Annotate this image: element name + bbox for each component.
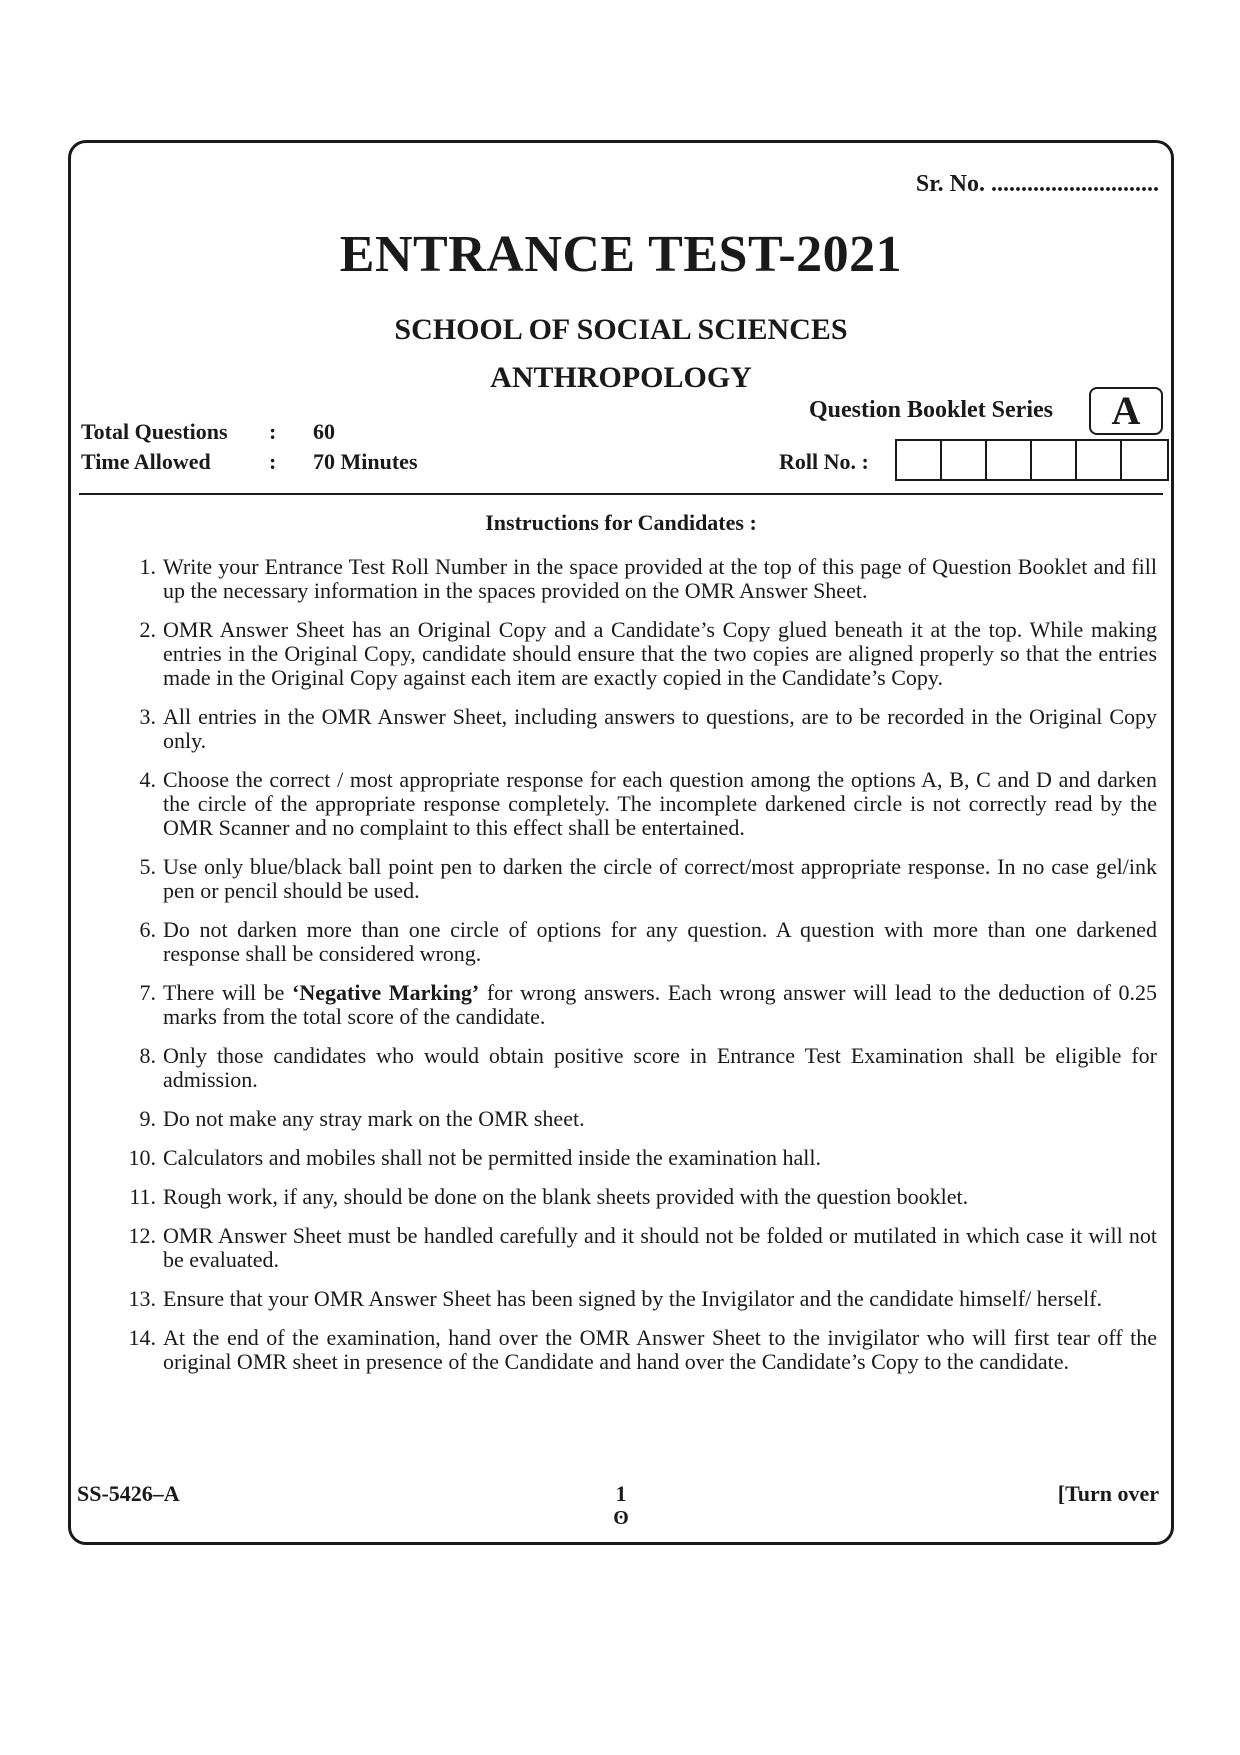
instruction-number: 13. — [128, 1286, 156, 1311]
serial-number: Sr. No. ............................ — [915, 171, 1159, 197]
instruction-number: 5. — [139, 854, 156, 879]
instruction-item — [119, 618, 1157, 690]
time-allowed-value: 70 Minutes — [313, 449, 418, 474]
instruction-text — [163, 555, 1157, 603]
total-questions-label: Total Questions — [81, 419, 228, 444]
instruction-item — [119, 1287, 1157, 1311]
instruction-number: 11. — [129, 1184, 156, 1209]
roll-number-label: Roll No. : — [779, 449, 869, 474]
instruction-text — [163, 1224, 1157, 1272]
colon: : — [269, 419, 277, 444]
instruction-text — [163, 618, 1157, 690]
instruction-text-run: Rough work, if any, should be done on the blank sheets provided with the question booklet. — [163, 1184, 969, 1209]
instruction-number: 1. — [139, 554, 156, 579]
roll-number-cell[interactable] — [1077, 441, 1122, 479]
instruction-item — [119, 1326, 1157, 1374]
instruction-text-run: Do not make any stray mark on the OMR sheet. — [163, 1106, 585, 1131]
instruction-item — [119, 555, 1157, 603]
instruction-text-run: Only those candidates who would obtain positive score in Entrance Test Examination shall be eligible for admission. — [163, 1043, 1157, 1092]
roll-number-boxes[interactable] — [895, 439, 1169, 481]
instruction-number: 6. — [139, 917, 156, 942]
instruction-text-run: Ensure that your OMR Answer Sheet has been signed by the Invigilator and the candidate himself/ herself. — [163, 1286, 1103, 1311]
instruction-number: 10. — [128, 1145, 156, 1170]
instruction-text — [163, 1107, 1157, 1131]
instruction-text-run: for wrong answers. Each wrong answer will lead to the deduction of 0.25 marks from the total score of the candidate. — [163, 980, 1158, 1029]
instruction-item — [119, 1044, 1157, 1092]
instruction-text-run: Choose the correct / most appropriate response for each question among the options A, B, C and D and darken the circle of the appropriate response completely. The incomplete darkened circle is not correctly read by the OMR Scanner and no complaint to this effect shall be entertained. — [163, 767, 1157, 840]
instructions-list — [119, 555, 1157, 1389]
instruction-text — [163, 1287, 1157, 1311]
total-questions-row — [81, 419, 335, 445]
series-label: Question Booklet Series — [809, 397, 1053, 423]
instruction-text — [163, 1146, 1157, 1170]
instruction-text-run: Do not darken more than one circle of options for any question. A question with more than one darkened response shall be considered wrong. — [163, 917, 1157, 966]
instruction-item — [119, 768, 1157, 840]
instruction-item — [119, 918, 1157, 966]
instruction-number: 12. — [128, 1223, 156, 1248]
instruction-text-run: Use only blue/black ball point pen to darken the circle of correct/most appropriate response. In no case gel/ink pen or pencil should be used. — [163, 854, 1157, 903]
instruction-text — [163, 1185, 1157, 1209]
instruction-text — [163, 705, 1157, 753]
school-name: SCHOOL OF SOCIAL SCIENCES — [394, 313, 848, 346]
colon: : — [269, 449, 277, 474]
time-allowed-label: Time Allowed — [81, 449, 211, 474]
instruction-text — [163, 981, 1157, 1029]
instruction-number: 14. — [128, 1325, 156, 1350]
instruction-number: 8. — [139, 1043, 156, 1068]
instruction-text — [163, 1044, 1157, 1092]
instruction-item — [119, 705, 1157, 753]
instruction-item — [119, 1146, 1157, 1170]
instruction-number: 7. — [139, 980, 156, 1005]
instruction-text — [163, 918, 1157, 966]
roll-number-cell[interactable] — [987, 441, 1032, 479]
instruction-text — [163, 1326, 1157, 1374]
total-questions-value: 60 — [313, 419, 335, 444]
roll-number-cell[interactable] — [897, 441, 942, 479]
instruction-item — [119, 981, 1157, 1029]
instruction-number: 9. — [139, 1106, 156, 1131]
instruction-emphasis: ‘Negative Marking’ — [292, 980, 480, 1005]
instruction-item — [119, 855, 1157, 903]
page-number: 1 — [615, 1481, 627, 1506]
roll-number-cell[interactable] — [1122, 441, 1167, 479]
divider — [79, 493, 1163, 495]
roll-number-cell[interactable] — [942, 441, 987, 479]
subject-name: ANTHROPOLOGY — [490, 361, 752, 394]
footer-mark-icon: ʘ — [613, 1507, 629, 1529]
instruction-number: 3. — [139, 704, 156, 729]
booklet-cover-frame — [68, 140, 1174, 1545]
instruction-item — [119, 1224, 1157, 1272]
instruction-text — [163, 855, 1157, 903]
instruction-text-run: OMR Answer Sheet must be handled carefully and it should not be folded or mutilated in which case it will not be evaluated. — [163, 1223, 1157, 1272]
instruction-text-run: There will be — [163, 980, 293, 1005]
instruction-item — [119, 1185, 1157, 1209]
instruction-number: 4. — [139, 767, 156, 792]
instruction-text — [163, 768, 1157, 840]
instruction-item — [119, 1107, 1157, 1131]
instruction-text-run: OMR Answer Sheet has an Original Copy and a Candidate’s Copy glued beneath it at the top. While making entries in the Original Copy, candidate should ensure that the two copies are aligned properly so that the entries made in the Original Copy against each item are exactly copied in the Candidate’s Copy. — [163, 617, 1157, 690]
instructions-heading: Instructions for Candidates : — [485, 510, 757, 535]
instruction-number: 2. — [139, 617, 156, 642]
instruction-text-run: At the end of the examination, hand over the OMR Answer Sheet to the invigilator who will first tear off the original OMR sheet in presence of the Candidate and hand over the Candidate’s Copy to the candidate. — [163, 1325, 1157, 1374]
instruction-text-run: Write your Entrance Test Roll Number in the space provided at the top of this page of Question Booklet and fill up the necessary information in the spaces provided on the OMR Answer Sheet. — [163, 554, 1157, 603]
turn-over-note: [Turn over — [1057, 1481, 1159, 1506]
instruction-text-run: Calculators and mobiles shall not be permitted inside the examination hall. — [163, 1145, 822, 1170]
roll-number-cell[interactable] — [1032, 441, 1077, 479]
page-title: ENTRANCE TEST-2021 — [339, 226, 903, 283]
booklet-code: SS-5426–A — [77, 1481, 180, 1506]
time-allowed-row — [81, 449, 418, 475]
instruction-text-run: All entries in the OMR Answer Sheet, including answers to questions, are to be recorded in the Original Copy only. — [163, 704, 1157, 753]
series-badge: A — [1089, 387, 1163, 435]
